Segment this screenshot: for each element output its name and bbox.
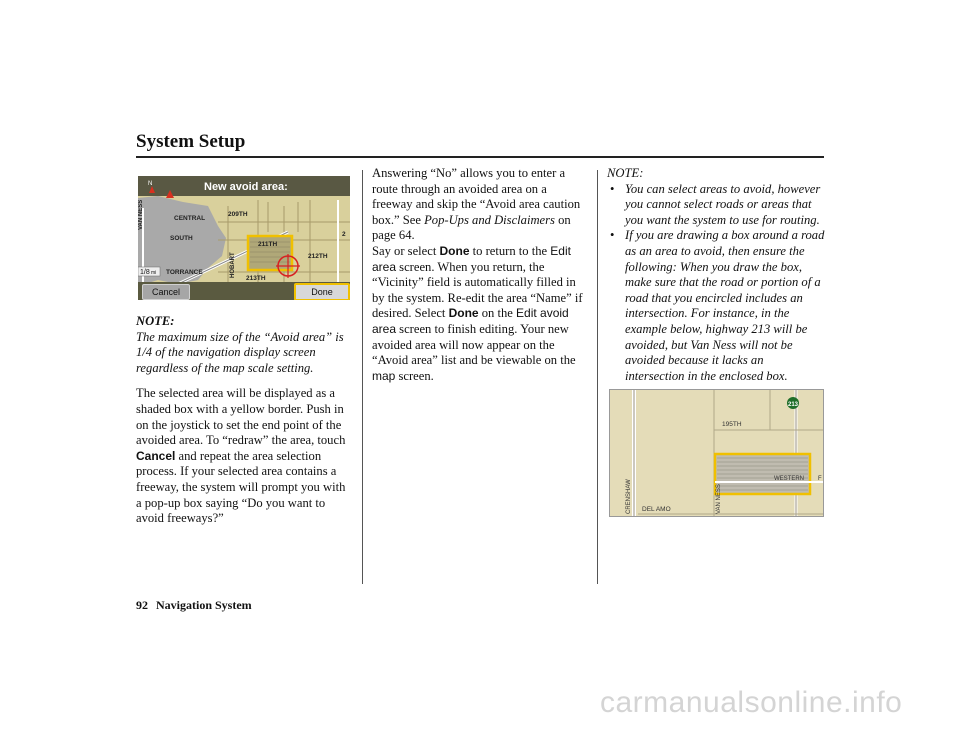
edit-area-term: Edit area xyxy=(372,243,571,274)
text-run: on page 64. xyxy=(372,212,571,243)
list-item: • If you are drawing a box around a road as an area to avoid, then ensure the following: When you draw the box, make sure that the road or portion of a road that you encircled includes an intersection. For instance, in the example below, highway 213 will be avoided, but Van Ness will not be avoided because it lacks an intersection in the enclosed box. xyxy=(607,228,825,384)
road-label: 2 xyxy=(342,231,346,238)
note-heading: NOTE: xyxy=(136,314,175,328)
paragraph xyxy=(372,166,590,244)
map-term: map xyxy=(372,368,396,383)
edit-avoid-area-term: Edit avoid area xyxy=(372,306,569,336)
avoid-area-screenshot xyxy=(138,176,350,300)
done-term: Done xyxy=(439,243,470,258)
road-label: 209TH xyxy=(228,211,248,218)
road-label: VAN NESS xyxy=(138,199,144,230)
road-label: CENTRAL xyxy=(174,215,206,222)
paragraph xyxy=(136,386,352,526)
road-label: 213TH xyxy=(246,275,266,282)
page-number: 92 xyxy=(136,598,148,612)
road-label: 211TH xyxy=(258,241,278,248)
screenshot-title: New avoid area: xyxy=(204,181,288,193)
text-run: The selected area will be displayed as a shaded box with a yellow border. Push in on the joystick to set the end point of the avoided area. To “redraw” the area, touch xyxy=(136,386,346,448)
watermark: carmanualsonline.info xyxy=(600,686,903,719)
scale-unit: mi xyxy=(151,270,157,276)
text-run: Answering “No” allows you to enter a route through an avoided area on a freeway and skip the “Avoid area caution box.” See xyxy=(372,166,581,227)
page-title: System Setup xyxy=(136,131,246,152)
cancel-button[interactable]: Cancel xyxy=(142,284,190,300)
done-term: Done xyxy=(448,306,479,321)
road-label: DEL AMO xyxy=(642,506,671,513)
text-run: screen to finish editing. Your new avoided area will now appear on the “Avoid area” list and be viewable on the xyxy=(372,321,576,368)
page-footer xyxy=(136,598,252,613)
note-text: The maximum size of the “Avoid area” is 1/4 of the navigation display screen regardless of the map scale setting. xyxy=(136,329,344,375)
column-2 xyxy=(372,166,590,384)
text-run: to return to the xyxy=(469,243,551,258)
note-list xyxy=(607,182,825,385)
title-rule xyxy=(136,156,824,158)
text-run: screen. When you return, the “Vicinity” field is automatically filled in by the system. Re-edit the area “Name” if desired. Select xyxy=(372,259,583,321)
text-run: on the xyxy=(478,306,517,321)
note-heading: NOTE: xyxy=(607,166,644,180)
road-label: F xyxy=(818,476,822,482)
text-run: Say or select xyxy=(372,243,440,258)
shield-number: 213 xyxy=(788,402,799,408)
road-label: VAN NESS xyxy=(716,484,722,514)
road-label: CRENSHAW xyxy=(626,479,632,514)
reference: Pop-Ups and Disclaimers xyxy=(424,212,555,227)
footer-section: Navigation System xyxy=(156,598,252,612)
list-item: • You can select areas to avoid, however you cannot select roads or areas that you want the system to use for routing. xyxy=(607,182,825,229)
example-map xyxy=(609,389,824,517)
column-3 xyxy=(607,166,825,384)
paragraph xyxy=(372,244,590,384)
done-button[interactable]: Done xyxy=(294,283,350,300)
scale-value: 1/8 xyxy=(140,269,150,276)
column-divider xyxy=(362,170,363,584)
column-divider xyxy=(597,170,598,584)
road-label: TORRANCE xyxy=(166,269,203,276)
text-run: and repeat the area selection process. If your selected area contains a freeway, the system will prompt you with a pop-up box saying “Do you want to avoid freeways?” xyxy=(136,448,346,526)
column-1 xyxy=(136,314,352,527)
text-run: screen. xyxy=(395,368,434,383)
road-label: 195TH xyxy=(722,421,742,428)
compass-label: N xyxy=(148,181,153,187)
road-label: HOBART xyxy=(230,252,236,278)
road-label: SOUTH xyxy=(170,235,193,242)
road-label: WESTERN xyxy=(774,476,804,482)
cancel-term: Cancel xyxy=(136,448,176,463)
road-label: 212TH xyxy=(308,253,328,260)
